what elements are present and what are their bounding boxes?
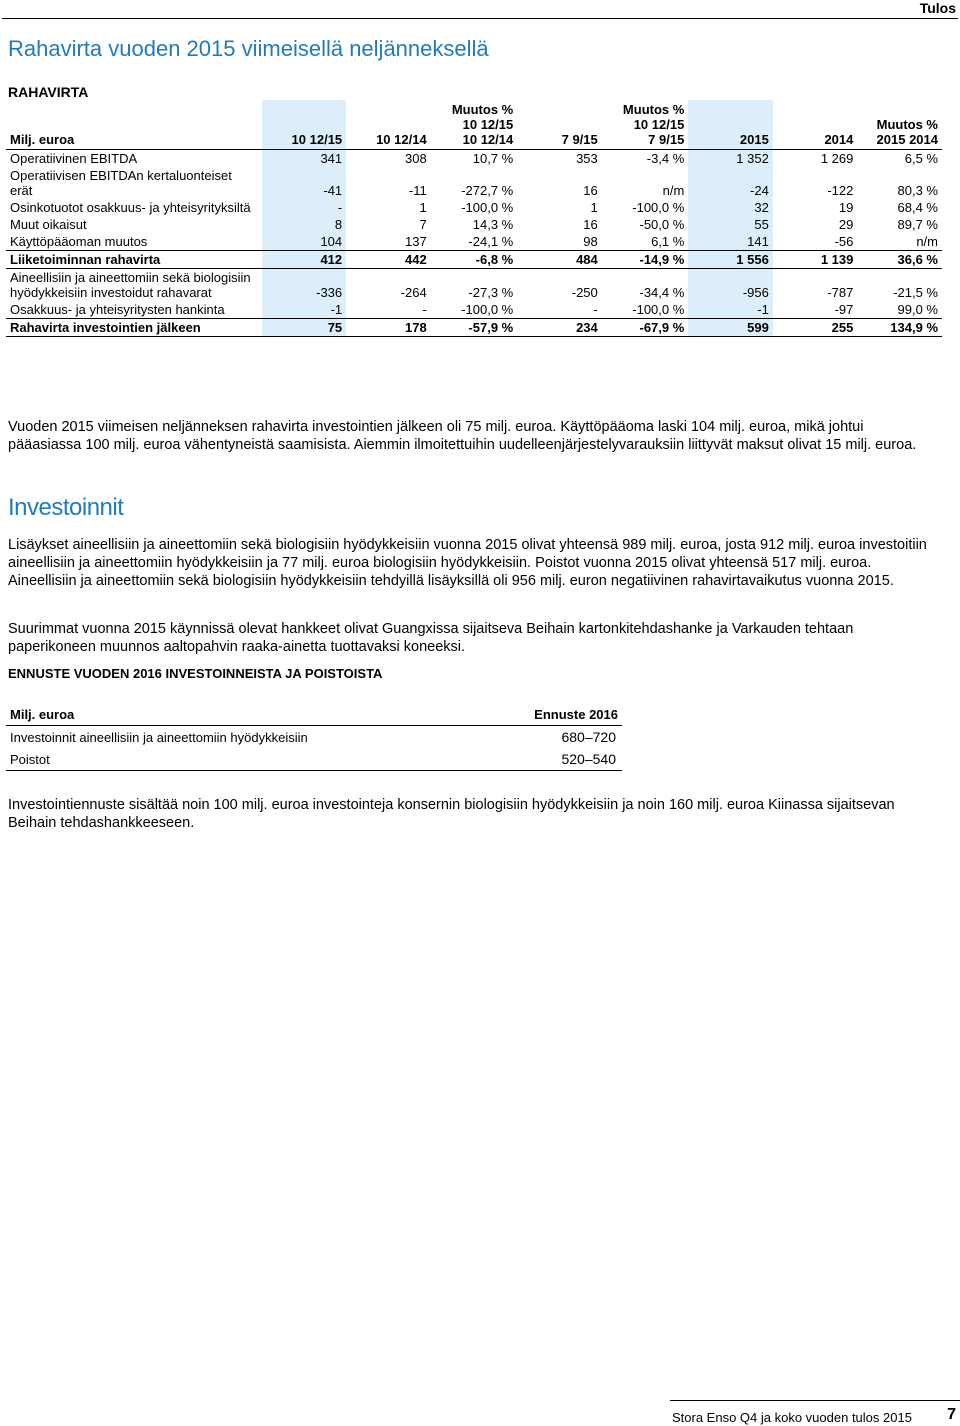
paragraph-cash-flow: Vuoden 2015 viimeisen neljänneksen rahavirta investointien jälkeen oli 75 milj. euroa. Käyttöpääoma laski 104 milj. euroa, mikä johtui pääasiassa 100 milj. euroa vähentyneistä saamisista. Aiemmin ilmoitettuihin uudelleenjärjestelyvarauksiin liittyvät maksut olivat 15 milj. euroa.: [8, 419, 917, 453]
section-label-tulos: Tulos: [919, 0, 956, 16]
col-header-q3-2015: 7 9/15: [517, 100, 602, 150]
cash-flow-table: [6, 100, 942, 337]
table-row: Operatiivinen EBITDA 341 308 10,7 % 353 -3,4 % 1 352 1 269 6,5 %: [10, 151, 938, 166]
table-row: Poistot 520–540: [6, 748, 622, 771]
table-row: Operatiivisen EBITDAn kertaluonteiset erät -41 -11 -272,7 % 16 n/m -24 -122 80,3 %: [10, 168, 938, 198]
section-title-rahavirta: RAHAVIRTA: [8, 84, 89, 100]
forecast-title: ENNUSTE VUODEN 2016 INVESTOINNEISTA JA POISTOISTA: [8, 666, 383, 681]
col-header-label: Milj. euroa: [6, 100, 262, 150]
table-row: Osinkotuotot osakkuus- ja yhteisyrityksiltä - 1 -100,0 % 1 -100,0 % 32 19 68,4 %: [10, 200, 938, 215]
paragraph-projects: Suurimmat vuonna 2015 käynnissä olevat hankkeet olivat Guangxissa sijaitseva Beihain kartonkitehdashanke ja Varkauden tehtaan paperikoneen muunnos aaltopahvin raaka-ainetta tuottavaksi koneeksi.: [8, 621, 854, 655]
forecast-col-value: Ennuste 2016: [480, 704, 622, 726]
page-number: 7: [947, 1406, 956, 1423]
forecast-header-row: [6, 704, 622, 726]
forecast-table: [6, 704, 622, 771]
col-header-change-year: Muutos % 2015 2014: [857, 100, 942, 150]
col-header-2015: 2015: [688, 100, 773, 150]
table-row: Muut oikaisut 8 7 14,3 % 16 -50,0 % 55 29 89,7 %: [10, 217, 938, 232]
footer-divider: [670, 1400, 960, 1401]
col-header-change-yoy: Muutos % 10 12/15 10 12/14: [431, 100, 518, 150]
footer-text: Stora Enso Q4 ja koko vuoden tulos 2015: [672, 1410, 912, 1425]
col-header-q4-2014: 10 12/14: [346, 100, 431, 150]
col-header-q4-2015: 10 12/15: [262, 100, 347, 150]
table-header-row: [6, 100, 942, 150]
table-row: Aineellisiin ja aineettomiin sekä biologisiin hyödykkeisiin investoidut rahavarat -336 -264 -27,3 % -250 -34,4 % -956 -787 -21,5 %: [10, 270, 938, 300]
table-row-operating-cash-flow: Liiketoiminnan rahavirta 412 442 -6,8 % 484 -14,9 % 1 556 1 139 36,6 %: [6, 251, 942, 269]
col-header-2014: 2014: [773, 100, 858, 150]
table-row: Osakkuus- ja yhteisyritysten hankinta -1 - -100,0 % - -100,0 % -1 -97 99,0 %: [10, 302, 938, 317]
paragraph-forecast-note: Investointiennuste sisältää noin 100 milj. euroa investointeja konsernin biologisiin hyödykkeisiin ja noin 160 milj. euroa Kiinassa sijaitsevan Beihain tehdashankkeeseen.: [8, 797, 895, 831]
table-row-cash-flow-after-investments: Rahavirta investointien jälkeen 75 178 -57,9 % 234 -67,9 % 599 255 134,9 %: [6, 319, 942, 337]
section-title-investoinnit: Investoinnit: [8, 494, 124, 521]
top-divider: [2, 18, 958, 19]
col-header-change-qoq: Muutos % 10 12/15 7 9/15: [602, 100, 689, 150]
table-row: Käyttöpääoman muutos 104 137 -24,1 % 98 6,1 % 141 -56 n/m: [10, 234, 938, 249]
page-title: Rahavirta vuoden 2015 viimeisellä neljänneksellä: [8, 36, 489, 61]
forecast-col-label: Milj. euroa: [6, 704, 480, 726]
table-row: Investoinnit aineellisiin ja aineettomiin hyödykkeisiin 680–720: [10, 729, 616, 745]
paragraph-investments: Lisäykset aineellisiin ja aineettomiin sekä biologisiin hyödykkeisiin vuonna 2015 olivat yhteensä 989 milj. euroa, josta 912 milj. euroa investoitiin aineellisiin ja aineettomiin hyödykkeisiin ja 77 milj. euroa biologisiin hyödykkeisiin. Poistot vuonna 2015 olivat yhteensä 517 milj. euroa. Aineellisiin ja aineettomiin sekä biologisiin hyödykkeisiin tehdyillä lisäyksillä oli 956 milj. euron negatiivinen rahavirtavaikutus vuonna 2015.: [8, 537, 927, 589]
